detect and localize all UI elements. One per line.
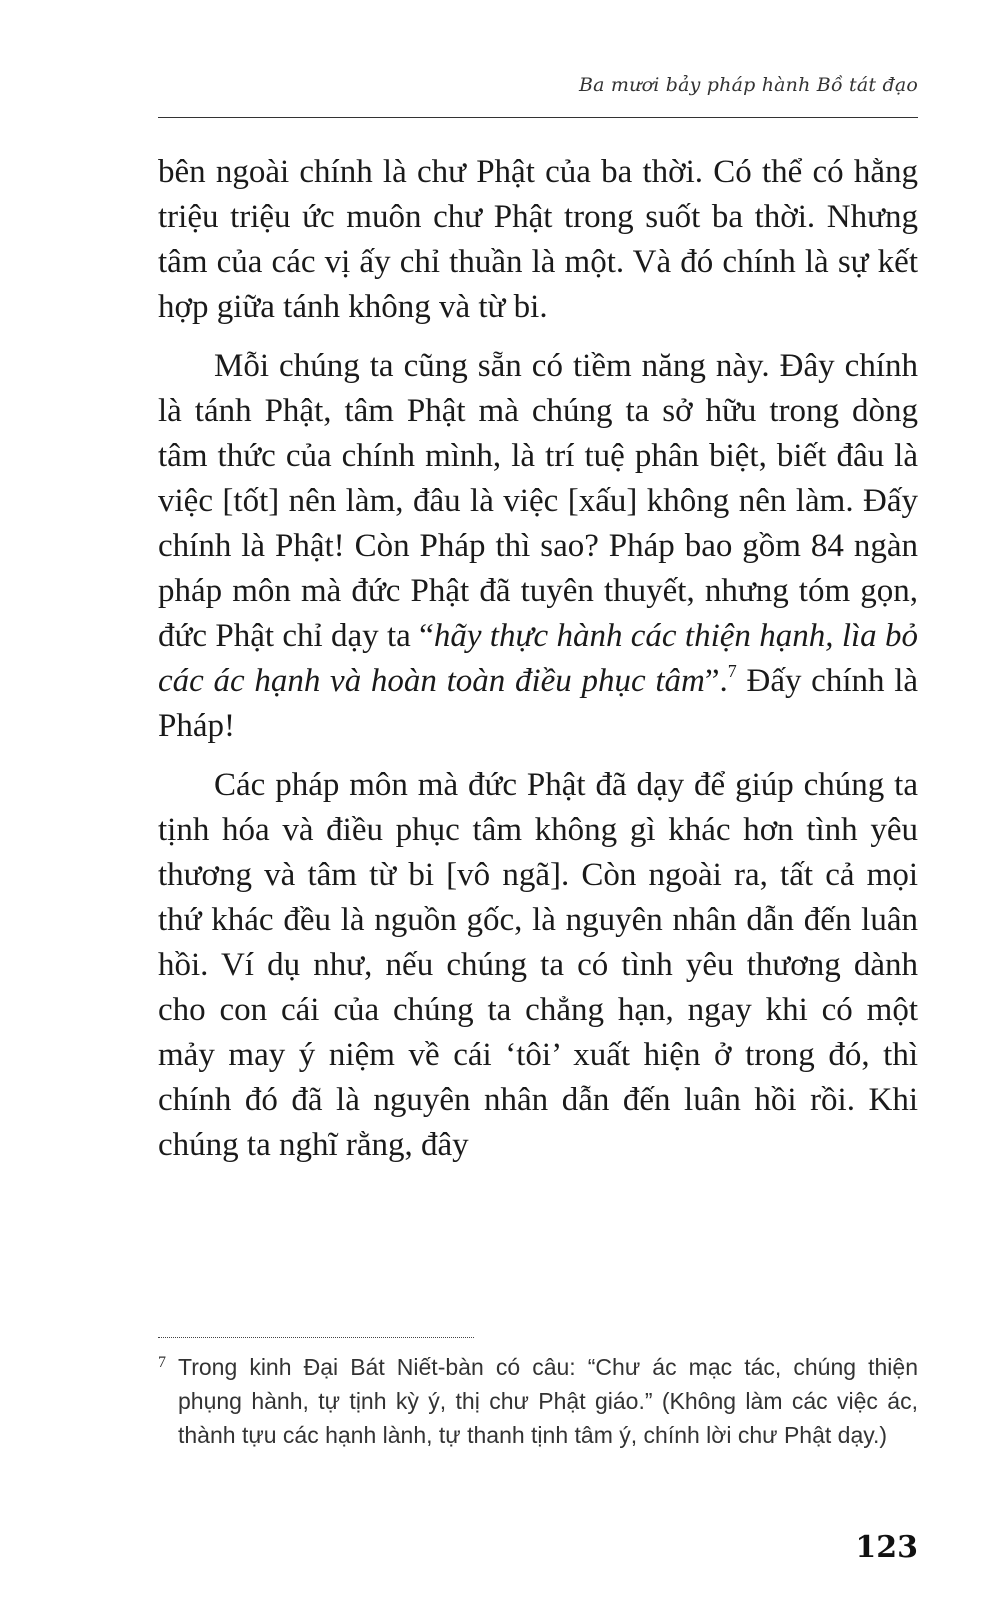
running-header: Ba mươi bảy pháp hành Bồ tát đạo — [578, 74, 918, 96]
body-text — [158, 150, 918, 1182]
footnote-reference[interactable]: 7 — [727, 661, 737, 681]
footnote — [158, 1350, 918, 1452]
paragraph-2-end: Đấy chính là Pháp! — [158, 663, 919, 744]
footnote-text: Trong kinh Đại Bát Niết-bàn có câu: “Chư ác mạc tác, chúng thiện phụng hành, tự tịnh kỳ ý, thị chư Phật giáo.” (Không làm các việc ác, thành tựu các hạnh lành, tự thanh tịnh tâm ý, chính lời chư Phật dạy.) — [178, 1354, 918, 1448]
page-number: 123 — [855, 1530, 918, 1565]
paragraph-2-start: Mỗi chúng ta cũng sẵn có tiềm năng này. Đây chính là tánh Phật, tâm Phật mà chúng ta sở hữu trong dòng tâm thức của chính mình, là trí tuệ phân biệt, biết đâu là việc [tốt] nên làm, đâu là việc [xấu] không nên làm. Đấy chính là Phật! Còn Pháp thì sao? Pháp bao gồm 84 ngàn pháp môn mà đức Phật đã tuyên thuyết, nhưng tóm gọn, đức Phật chỉ dạy ta “ — [158, 348, 918, 654]
italic-quote: hãy thực hành các thiện hạnh, lìa bỏ các ác hạnh và hoàn toàn điều phục tâm — [158, 618, 918, 699]
quote-close: ”. — [704, 663, 728, 699]
paragraph-1: bên ngoài chính là chư Phật của ba thời. Có thể có hằng triệu triệu ức muôn chư Phật trong suốt ba thời. Nhưng tâm của các vị ấy chỉ thuần là một. Và đó chính là sự kết hợp giữa tánh không và từ bi. — [158, 154, 918, 325]
paragraph-2 — [158, 344, 918, 749]
header-rule — [158, 117, 918, 118]
footnote-mark: 7 — [158, 1354, 166, 1371]
footnote-separator — [158, 1337, 474, 1338]
paragraph-3: Các pháp môn mà đức Phật đã dạy để giúp chúng ta tịnh hóa và điều phục tâm không gì khác hơn tình yêu thương và tâm từ bi [vô ngã]. Còn ngoài ra, tất cả mọi thứ khác đều là nguồn gốc, là nguyên nhân dẫn đến luân hồi. Ví dụ như, nếu chúng ta có tình yêu thương dành cho con cái của chúng ta chẳng hạn, ngay khi có một mảy may ý niệm về cái ‘tôi’ xuất hiện ở trong đó, thì chính đó đã là nguyên nhân dẫn đến luân hồi rồi. Khi chúng ta nghĩ rằng, đây — [158, 767, 918, 1163]
